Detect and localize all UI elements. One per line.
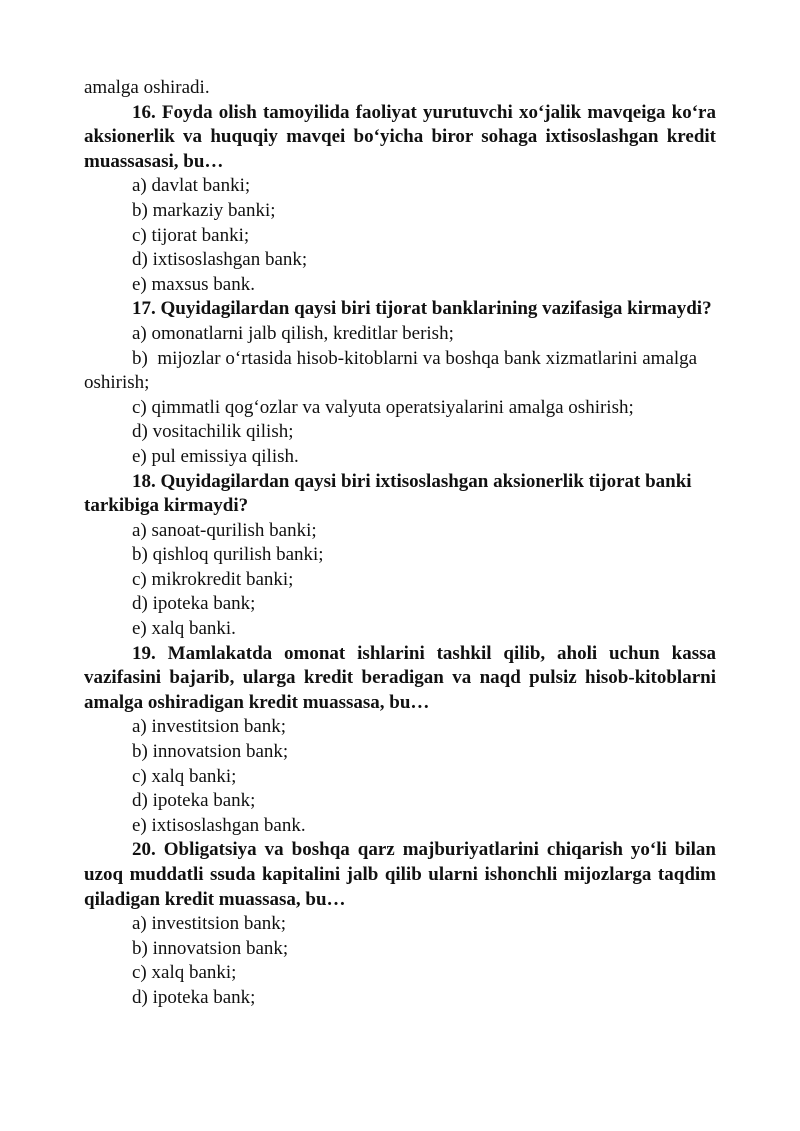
option-20a: a) investitsion bank;	[132, 913, 287, 935]
option-16a: a) davlat banki;	[132, 175, 251, 197]
option-18c: c) mikrokredit banki;	[132, 568, 294, 590]
option-19b: b) innovatsion bank;	[132, 741, 289, 763]
document-page	[84, 76, 716, 1011]
option-18e: e) xalq banki.	[132, 618, 236, 640]
option-20c: c) xalq banki;	[132, 962, 237, 984]
option-20b: b) innovatsion bank;	[132, 937, 289, 959]
option-16c: c) tijorat banki;	[132, 224, 250, 246]
option-18a: a) sanoat-qurilish banki;	[132, 519, 317, 541]
option-19d: d) ipoteka bank;	[132, 790, 256, 812]
option-16b: b) markaziy banki;	[132, 199, 276, 221]
option-16e: e) maxsus bank.	[132, 273, 255, 295]
option-17c: c) qimmatli qog‘ozlar va valyuta operatsiyalarini amalga oshirish;	[132, 396, 634, 418]
option-19e: e) ixtisoslashgan bank.	[132, 814, 306, 836]
option-19a: a) investitsion bank;	[132, 716, 287, 738]
option-17e: e) pul emissiya qilish.	[132, 445, 299, 467]
intro-line: amalga oshiradi.	[84, 77, 210, 98]
question-19: 19. Mamlakatda omonat ishlarini tashkil qilib, aholi uchun kassa vazifasini bajarib, ularga kredit beradigan va naqd pulsiz hisob-kitoblarni amalga oshiradigan kredit muassasa, bu…	[84, 642, 716, 713]
question-20: 20. Obligatsiya va boshqa qarz majburiyatlarini chiqarish yo‘li bilan uzoq muddatli ssuda kapitalini jalb qilib ularni ishonchli mijozlarga taqdim qiladigan kredit muassasa, bu…	[84, 839, 716, 910]
option-18d: d) ipoteka bank;	[132, 593, 256, 615]
question-18: 18. Quyidagilardan qaysi biri ixtisoslashgan aksionerlik tijorat banki tarkibiga kirmaydi?	[84, 470, 692, 517]
option-19c: c) xalq banki;	[132, 765, 237, 787]
option-18b: b) qishloq qurilish banki;	[132, 544, 324, 566]
option-17d: d) vositachilik qilish;	[132, 421, 294, 443]
option-20d: d) ipoteka bank;	[132, 986, 256, 1008]
option-17b: b) mijozlar o‘rtasida hisob-kitoblarni va boshqa bank xizmatlarini amalga oshirish;	[84, 347, 702, 394]
question-17: 17. Quyidagilardan qaysi biri tijorat banklarining vazifasiga kirmaydi?	[132, 298, 712, 320]
question-16: 16. Foyda olish tamoyilida faoliyat yurutuvchi xo‘jalik mavqeiga ko‘ra aksionerlik va huquqiy mavqei bo‘yicha biror sohaga ixtisoslashgan kredit muassasasi, bu…	[84, 101, 716, 172]
option-17a: a) omonatlarni jalb qilish, kreditlar berish;	[132, 322, 454, 344]
option-16d: d) ixtisoslashgan bank;	[132, 249, 308, 271]
